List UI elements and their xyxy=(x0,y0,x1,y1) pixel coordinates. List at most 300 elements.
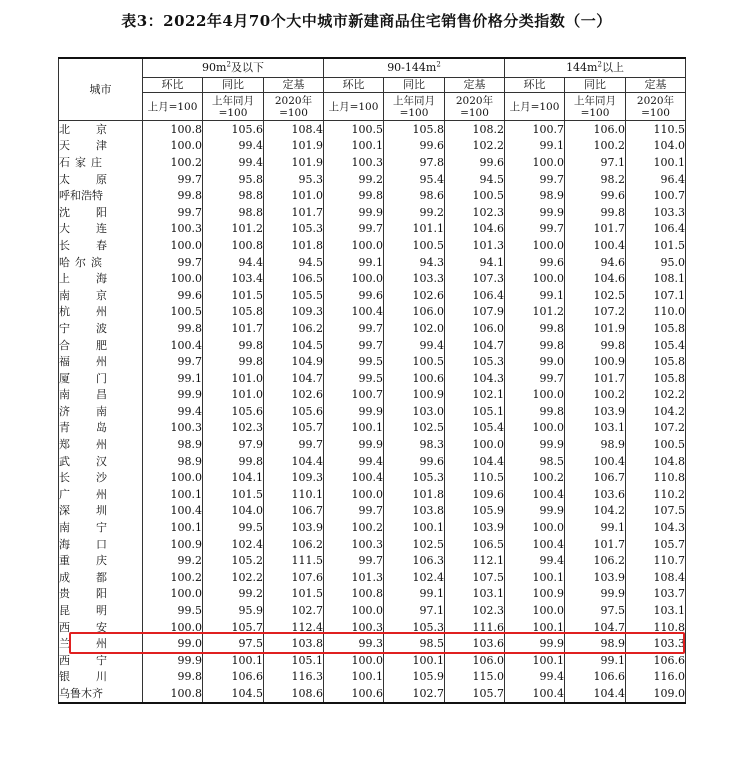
value-cell: 116.0 xyxy=(626,669,686,686)
city-name: 南 京 xyxy=(59,288,107,302)
value-cell: 106.4 xyxy=(445,287,505,304)
value-cell: 100.0 xyxy=(505,270,565,287)
value-cell: 99.7 xyxy=(264,436,324,453)
value-cell: 104.5 xyxy=(264,337,324,354)
table-row xyxy=(59,337,686,354)
value-cell: 104.0 xyxy=(203,503,264,520)
value-cell: 103.4 xyxy=(203,270,264,287)
value-cell: 104.9 xyxy=(264,353,324,370)
value-cell: 99.1 xyxy=(505,138,565,155)
value-cell: 106.0 xyxy=(384,304,445,321)
city-cell xyxy=(59,552,143,569)
table-row xyxy=(59,552,686,569)
value-cell: 100.1 xyxy=(143,519,203,536)
value-cell: 100.8 xyxy=(143,121,203,138)
value-cell: 99.6 xyxy=(324,287,384,304)
value-cell: 104.2 xyxy=(565,503,626,520)
table-row xyxy=(59,304,686,321)
value-cell: 109.3 xyxy=(264,304,324,321)
value-cell: 100.5 xyxy=(384,353,445,370)
value-cell: 99.8 xyxy=(143,669,203,686)
value-cell: 99.1 xyxy=(384,586,445,603)
value-cell: 106.4 xyxy=(626,221,686,238)
value-cell: 105.3 xyxy=(264,221,324,238)
value-cell: 99.4 xyxy=(384,337,445,354)
value-cell: 99.6 xyxy=(505,254,565,271)
city-cell xyxy=(59,685,143,703)
value-cell: 102.1 xyxy=(445,387,505,404)
value-cell: 110.0 xyxy=(626,304,686,321)
city-cell xyxy=(59,270,143,287)
value-cell: 100.9 xyxy=(505,586,565,603)
value-cell: 106.6 xyxy=(626,652,686,669)
city-name: 杭 州 xyxy=(59,305,107,319)
value-cell: 100.0 xyxy=(324,652,384,669)
value-cell: 99.2 xyxy=(384,204,445,221)
subheader-cell: 同比 xyxy=(565,78,626,93)
value-cell: 100.1 xyxy=(384,652,445,669)
table-row xyxy=(59,536,686,553)
value-cell: 103.9 xyxy=(445,519,505,536)
value-cell: 105.3 xyxy=(384,619,445,636)
value-cell: 100.4 xyxy=(143,503,203,520)
value-cell: 102.4 xyxy=(203,536,264,553)
value-cell: 102.3 xyxy=(445,602,505,619)
value-cell: 99.7 xyxy=(143,204,203,221)
table-row xyxy=(59,254,686,271)
value-cell: 100.0 xyxy=(505,154,565,171)
city-cell xyxy=(59,154,143,171)
city-name: 武 汉 xyxy=(59,454,107,468)
value-cell: 99.7 xyxy=(324,503,384,520)
table-row xyxy=(59,121,686,138)
value-cell: 99.5 xyxy=(203,519,264,536)
value-cell: 98.8 xyxy=(203,204,264,221)
value-cell: 103.6 xyxy=(445,635,505,652)
value-cell: 100.2 xyxy=(324,519,384,536)
value-cell: 104.1 xyxy=(203,469,264,486)
value-cell: 102.6 xyxy=(264,387,324,404)
value-cell: 106.5 xyxy=(445,536,505,553)
value-cell: 94.6 xyxy=(565,254,626,271)
value-cell: 99.7 xyxy=(505,171,565,188)
value-cell: 100.1 xyxy=(324,138,384,155)
value-cell: 100.0 xyxy=(324,270,384,287)
value-cell: 106.2 xyxy=(264,536,324,553)
value-cell: 99.2 xyxy=(324,171,384,188)
value-cell: 107.2 xyxy=(565,304,626,321)
base-header-line2: =100 xyxy=(641,106,670,119)
city-name: 福 州 xyxy=(59,355,107,369)
value-cell: 100.4 xyxy=(324,469,384,486)
value-cell: 104.7 xyxy=(445,337,505,354)
value-cell: 102.7 xyxy=(264,602,324,619)
base-header-cell xyxy=(505,93,565,121)
value-cell: 100.4 xyxy=(565,237,626,254)
value-cell: 100.3 xyxy=(143,420,203,437)
value-cell: 100.1 xyxy=(143,486,203,503)
city-name: 济 南 xyxy=(59,404,107,418)
value-cell: 102.3 xyxy=(203,420,264,437)
value-cell: 103.9 xyxy=(565,569,626,586)
value-cell: 102.5 xyxy=(384,420,445,437)
base-header-cell xyxy=(626,93,686,121)
value-cell: 100.3 xyxy=(324,619,384,636)
city-name: 成 都 xyxy=(59,570,107,584)
value-cell: 116.3 xyxy=(264,669,324,686)
value-cell: 99.6 xyxy=(384,138,445,155)
value-cell: 115.0 xyxy=(445,669,505,686)
value-cell: 99.8 xyxy=(203,337,264,354)
value-cell: 111.5 xyxy=(264,552,324,569)
group-header-small: $90m^2$及以下 xyxy=(143,58,324,78)
city-cell xyxy=(59,436,143,453)
table-body xyxy=(59,121,686,703)
value-cell: 103.3 xyxy=(626,635,686,652)
value-cell: 98.3 xyxy=(384,436,445,453)
value-cell: 100.0 xyxy=(143,138,203,155)
value-cell: 105.5 xyxy=(264,287,324,304)
value-cell: 101.5 xyxy=(264,586,324,603)
value-cell: 99.8 xyxy=(203,453,264,470)
value-cell: 99.8 xyxy=(505,403,565,420)
value-cell: 100.4 xyxy=(505,685,565,703)
value-cell: 100.3 xyxy=(143,221,203,238)
value-cell: 107.1 xyxy=(626,287,686,304)
value-cell: 110.5 xyxy=(626,121,686,138)
base-header-line1: 上年同月 xyxy=(212,94,254,107)
city-name: 重 庆 xyxy=(59,554,107,568)
value-cell: 107.2 xyxy=(626,420,686,437)
value-cell: 99.7 xyxy=(505,370,565,387)
city-name: 乌鲁木齐 xyxy=(59,686,103,700)
base-header-line1: 2020年 xyxy=(455,94,494,107)
city-name: 青 岛 xyxy=(59,421,107,435)
value-cell: 99.6 xyxy=(565,187,626,204)
city-cell xyxy=(59,221,143,238)
value-cell: 99.0 xyxy=(143,635,203,652)
table-row xyxy=(59,469,686,486)
value-cell: 104.2 xyxy=(626,403,686,420)
value-cell: 99.4 xyxy=(324,453,384,470)
city-name: 合 肥 xyxy=(59,338,107,352)
value-cell: 100.9 xyxy=(143,536,203,553)
value-cell: 96.4 xyxy=(626,171,686,188)
base-header-line1: 上年同月 xyxy=(574,94,616,107)
value-cell: 112.1 xyxy=(445,552,505,569)
value-cell: 110.8 xyxy=(626,469,686,486)
city-name: 长 沙 xyxy=(59,471,107,485)
value-cell: 102.0 xyxy=(384,320,445,337)
value-cell: 105.7 xyxy=(626,536,686,553)
group-header-large: $144m^2$以上 xyxy=(505,58,686,78)
value-cell: 99.7 xyxy=(324,337,384,354)
value-cell: 94.4 xyxy=(203,254,264,271)
base-header-line1: 2020年 xyxy=(274,94,313,107)
city-name: 长 春 xyxy=(59,238,107,252)
value-cell: 100.0 xyxy=(324,486,384,503)
value-cell: 106.7 xyxy=(264,503,324,520)
value-cell: 106.0 xyxy=(565,121,626,138)
value-cell: 106.7 xyxy=(565,469,626,486)
value-cell: 100.5 xyxy=(626,436,686,453)
city-name: 西 安 xyxy=(59,620,107,634)
table-row xyxy=(59,287,686,304)
value-cell: 100.7 xyxy=(505,121,565,138)
city-cell xyxy=(59,304,143,321)
value-cell: 97.1 xyxy=(384,602,445,619)
value-cell: 99.3 xyxy=(324,635,384,652)
value-cell: 99.9 xyxy=(324,204,384,221)
value-cell: 95.3 xyxy=(264,171,324,188)
value-cell: 105.4 xyxy=(626,337,686,354)
city-name: 呼和浩特 xyxy=(59,189,103,203)
value-cell: 99.4 xyxy=(505,669,565,686)
value-cell: 105.4 xyxy=(445,420,505,437)
base-header-line2: =100 xyxy=(279,106,308,119)
value-cell: 101.3 xyxy=(445,237,505,254)
value-cell: 103.1 xyxy=(626,602,686,619)
base-header-line1: 2020年 xyxy=(636,94,675,107)
city-cell xyxy=(59,420,143,437)
base-header-line1: 上月=100 xyxy=(328,100,379,113)
value-cell: 105.6 xyxy=(203,121,264,138)
value-cell: 103.3 xyxy=(626,204,686,221)
value-cell: 109.6 xyxy=(445,486,505,503)
city-name: 大 连 xyxy=(59,222,107,236)
table-row xyxy=(59,519,686,536)
value-cell: 100.6 xyxy=(324,685,384,703)
city-cell xyxy=(59,370,143,387)
city-name: 厦 门 xyxy=(59,371,107,385)
value-cell: 100.5 xyxy=(324,121,384,138)
value-cell: 97.8 xyxy=(384,154,445,171)
value-cell: 104.4 xyxy=(565,685,626,703)
value-cell: 100.0 xyxy=(143,469,203,486)
table-header xyxy=(59,58,686,121)
value-cell: 104.0 xyxy=(626,138,686,155)
value-cell: 100.0 xyxy=(143,586,203,603)
value-cell: 99.5 xyxy=(143,602,203,619)
table-row xyxy=(59,420,686,437)
value-cell: 99.7 xyxy=(324,552,384,569)
value-cell: 106.2 xyxy=(264,320,324,337)
value-cell: 105.8 xyxy=(626,370,686,387)
value-cell: 102.2 xyxy=(626,387,686,404)
value-cell: 94.5 xyxy=(445,171,505,188)
value-cell: 102.2 xyxy=(203,569,264,586)
value-cell: 103.9 xyxy=(565,403,626,420)
base-header-line1: 上月=100 xyxy=(509,100,560,113)
value-cell: 101.1 xyxy=(384,221,445,238)
base-header-cell xyxy=(324,93,384,121)
value-cell: 95.8 xyxy=(203,171,264,188)
city-cell xyxy=(59,171,143,188)
value-cell: 100.9 xyxy=(565,353,626,370)
value-cell: 102.7 xyxy=(384,685,445,703)
table-title: 表3：2022年4月70个大中城市新建商品住宅销售价格分类指数（一） xyxy=(121,12,612,30)
value-cell: 100.1 xyxy=(324,669,384,686)
value-cell: 110.5 xyxy=(445,469,505,486)
value-cell: 105.6 xyxy=(203,403,264,420)
value-cell: 98.8 xyxy=(203,187,264,204)
value-cell: 99.9 xyxy=(505,635,565,652)
table-row xyxy=(59,403,686,420)
table-row xyxy=(59,154,686,171)
city-name: 昆 明 xyxy=(59,604,107,618)
city-cell xyxy=(59,536,143,553)
value-cell: 99.9 xyxy=(324,403,384,420)
table-row xyxy=(59,187,686,204)
value-cell: 106.3 xyxy=(384,552,445,569)
value-cell: 99.8 xyxy=(565,337,626,354)
value-cell: 99.4 xyxy=(203,138,264,155)
subheader-cell: 同比 xyxy=(384,78,445,93)
city-name: 天 津 xyxy=(59,139,107,153)
value-cell: 100.2 xyxy=(143,154,203,171)
table-row xyxy=(59,270,686,287)
city-name: 哈尔滨 xyxy=(59,255,107,269)
value-cell: 104.6 xyxy=(445,221,505,238)
table-row xyxy=(59,486,686,503)
value-cell: 106.0 xyxy=(445,652,505,669)
subheader-cell: 同比 xyxy=(203,78,264,93)
value-cell: 100.4 xyxy=(565,453,626,470)
table-row xyxy=(59,586,686,603)
value-cell: 98.2 xyxy=(565,171,626,188)
value-cell: 103.3 xyxy=(384,270,445,287)
city-name: 太 原 xyxy=(59,172,107,186)
value-cell: 95.0 xyxy=(626,254,686,271)
subheader-cell: 环比 xyxy=(143,78,203,93)
city-cell xyxy=(59,187,143,204)
value-cell: 105.8 xyxy=(626,320,686,337)
value-cell: 108.6 xyxy=(264,685,324,703)
value-cell: 101.2 xyxy=(505,304,565,321)
value-cell: 102.5 xyxy=(384,536,445,553)
value-cell: 105.8 xyxy=(626,353,686,370)
city-cell xyxy=(59,138,143,155)
value-cell: 98.9 xyxy=(565,635,626,652)
value-cell: 105.8 xyxy=(384,121,445,138)
value-cell: 95.9 xyxy=(203,602,264,619)
city-name: 沈 阳 xyxy=(59,205,107,219)
value-cell: 100.8 xyxy=(203,237,264,254)
city-cell xyxy=(59,486,143,503)
value-cell: 101.7 xyxy=(203,320,264,337)
value-cell: 102.6 xyxy=(384,287,445,304)
city-name: 银 川 xyxy=(59,670,107,684)
value-cell: 105.9 xyxy=(384,669,445,686)
value-cell: 101.0 xyxy=(203,370,264,387)
value-cell: 99.8 xyxy=(505,337,565,354)
value-cell: 99.7 xyxy=(505,221,565,238)
value-cell: 105.7 xyxy=(203,619,264,636)
table-row xyxy=(59,685,686,703)
value-cell: 112.4 xyxy=(264,619,324,636)
city-name: 宁 波 xyxy=(59,321,107,335)
value-cell: 103.9 xyxy=(264,519,324,536)
table-row xyxy=(59,320,686,337)
value-cell: 102.3 xyxy=(445,204,505,221)
value-cell: 99.7 xyxy=(324,320,384,337)
table-row xyxy=(59,669,686,686)
value-cell: 111.6 xyxy=(445,619,505,636)
subheader-cell: 定基 xyxy=(626,78,686,93)
city-cell xyxy=(59,586,143,603)
city-name: 广 州 xyxy=(59,487,107,501)
city-name: 海 口 xyxy=(59,537,107,551)
value-cell: 98.5 xyxy=(505,453,565,470)
subheader-cell: 环比 xyxy=(505,78,565,93)
value-cell: 98.9 xyxy=(505,187,565,204)
value-cell: 100.8 xyxy=(143,685,203,703)
subheader-cell: 定基 xyxy=(264,78,324,93)
value-cell: 100.3 xyxy=(324,536,384,553)
value-cell: 100.1 xyxy=(324,420,384,437)
city-name: 贵 阳 xyxy=(59,587,107,601)
value-cell: 103.1 xyxy=(565,420,626,437)
value-cell: 103.6 xyxy=(565,486,626,503)
value-cell: 100.0 xyxy=(143,237,203,254)
city-cell xyxy=(59,503,143,520)
value-cell: 104.3 xyxy=(445,370,505,387)
table-row xyxy=(59,453,686,470)
subheader-cell: 定基 xyxy=(445,78,505,93)
value-cell: 105.7 xyxy=(264,420,324,437)
value-cell: 104.7 xyxy=(264,370,324,387)
value-cell: 102.2 xyxy=(445,138,505,155)
value-cell: 99.9 xyxy=(143,387,203,404)
value-cell: 106.6 xyxy=(565,669,626,686)
value-cell: 104.4 xyxy=(264,453,324,470)
value-cell: 99.2 xyxy=(203,586,264,603)
city-cell xyxy=(59,453,143,470)
value-cell: 99.9 xyxy=(505,204,565,221)
value-cell: 98.9 xyxy=(565,436,626,453)
base-header-line2: =100 xyxy=(218,106,248,119)
value-cell: 104.6 xyxy=(565,270,626,287)
value-cell: 100.9 xyxy=(384,387,445,404)
table-row xyxy=(59,569,686,586)
table-row xyxy=(59,237,686,254)
value-cell: 110.7 xyxy=(626,552,686,569)
value-cell: 99.8 xyxy=(565,204,626,221)
base-header-cell xyxy=(264,93,324,121)
value-cell: 101.2 xyxy=(203,221,264,238)
city-name: 石家庄 xyxy=(59,155,107,169)
value-cell: 99.1 xyxy=(565,519,626,536)
value-cell: 98.6 xyxy=(384,187,445,204)
city-cell xyxy=(59,204,143,221)
value-cell: 105.8 xyxy=(203,304,264,321)
city-cell xyxy=(59,669,143,686)
value-cell: 98.9 xyxy=(143,453,203,470)
value-cell: 105.2 xyxy=(203,552,264,569)
value-cell: 99.4 xyxy=(203,154,264,171)
city-cell xyxy=(59,337,143,354)
value-cell: 100.1 xyxy=(505,619,565,636)
value-cell: 99.2 xyxy=(143,552,203,569)
value-cell: 100.4 xyxy=(324,304,384,321)
value-cell: 100.0 xyxy=(143,270,203,287)
value-cell: 101.0 xyxy=(203,387,264,404)
value-cell: 103.0 xyxy=(384,403,445,420)
value-cell: 106.5 xyxy=(264,270,324,287)
value-cell: 99.8 xyxy=(505,320,565,337)
highlight-box-guiyang xyxy=(69,632,685,654)
value-cell: 104.4 xyxy=(445,453,505,470)
